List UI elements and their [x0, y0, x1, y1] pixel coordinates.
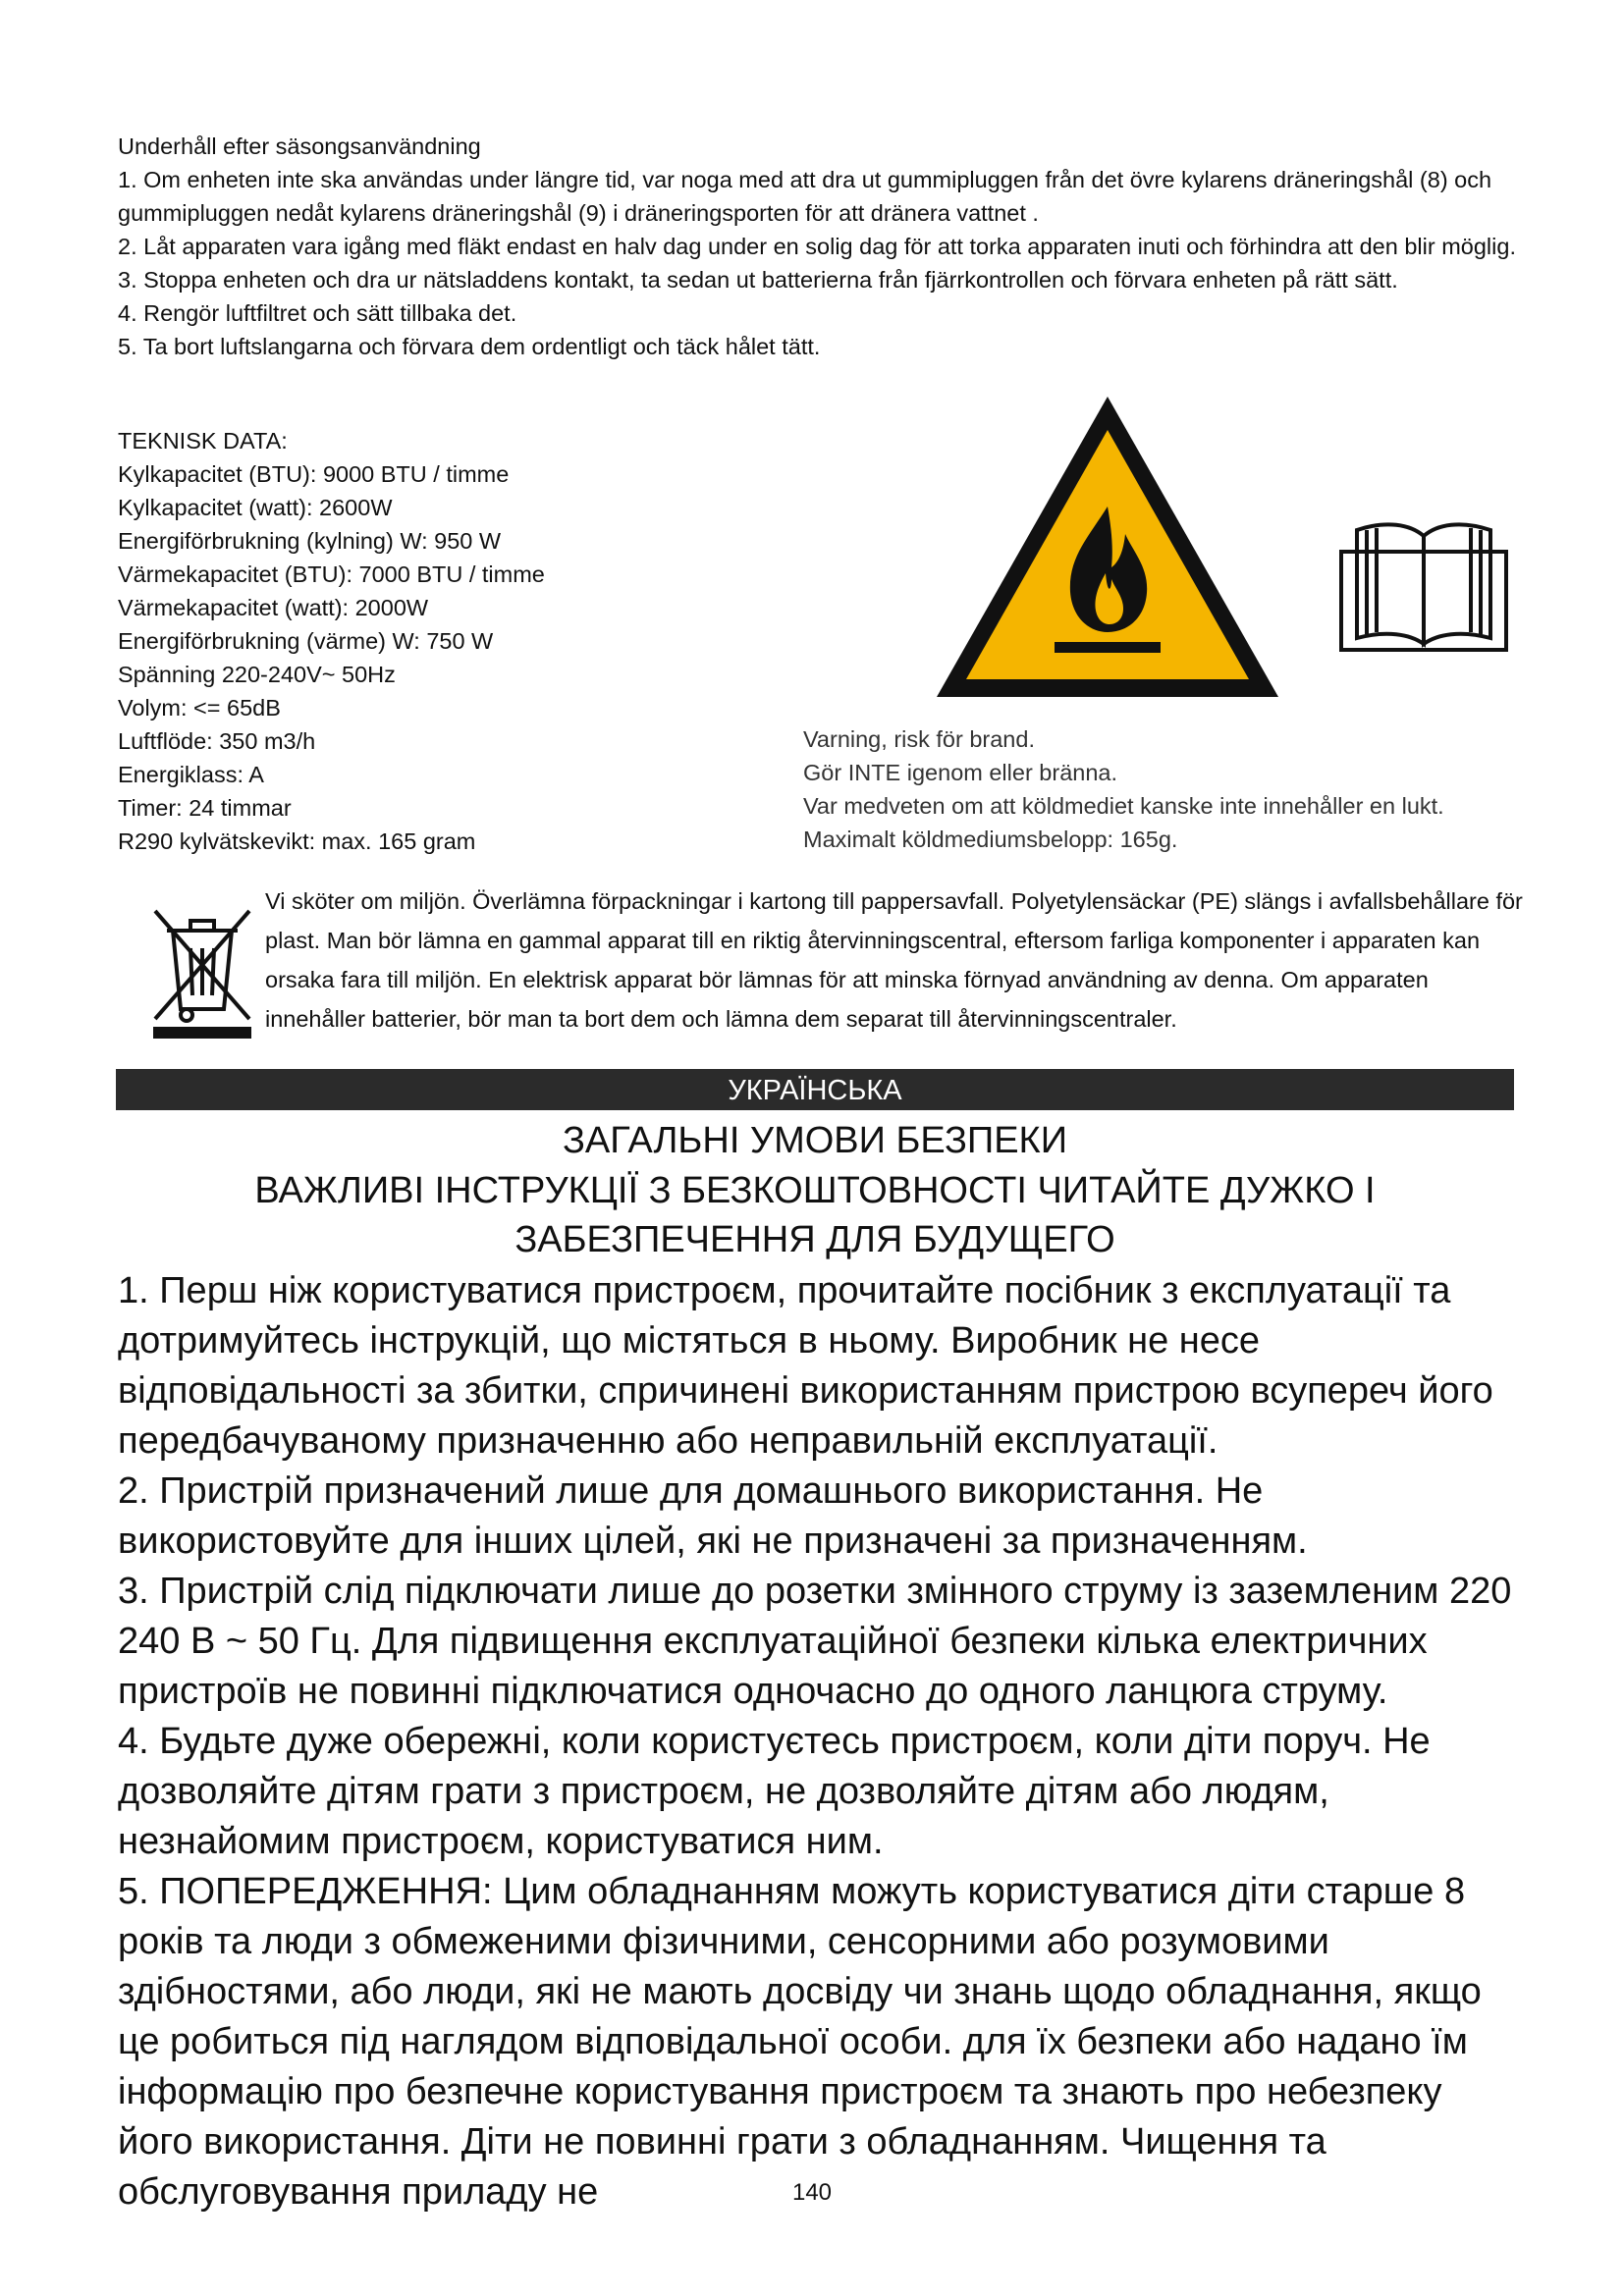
instructions-heading: ВАЖЛИВІ ІНСТРУКЦІЇ З БЕЗКОШТОВНОСТІ ЧИТАЙТЕ ДУЖКО І ЗАБЕЗПЕЧЕННЯ ДЛЯ БУДУЩЕГО	[254, 1170, 1376, 1260]
language-bar: УКРАЇНСЬКА	[116, 1069, 1514, 1110]
tech-line: Timer: 24 timmar	[118, 795, 292, 821]
maintenance-item: 5. Ta bort luftslangarna och förvara dem ordentligt och täck hålet tätt.	[118, 334, 821, 359]
tech-line: Värmekapacitet (BTU): 7000 BTU / timme	[118, 561, 545, 587]
tech-line: Energiklass: A	[118, 762, 264, 787]
instruction-item: 1. Перш ніж користуватися пристроєм, прочитайте посібник з експлуатації та дотримуйтесь інструкцій, що містяться в ньому. Виробник не несе відповідальності за збитки, спричинені використанням пристрою всупереч його передбачуваному призначенню або неправильній експлуатації.	[118, 1270, 1493, 1462]
flammable-warning-icon	[931, 391, 1284, 703]
technical-data	[118, 424, 668, 858]
warning-line: Varning, risk för brand.	[803, 726, 1035, 752]
maintenance-item: 4. Rengör luftfiltret och sätt tillbaka det.	[118, 300, 517, 326]
maintenance-item: 1. Om enheten inte ska användas under längre tid, var noga med att dra ut gummipluggen från det övre kylarens dräneringshål (8) och gummipluggen nedåt kylarens dräneringshål (9) i dräneringsporten för att dränera vattnet .	[118, 167, 1492, 226]
tech-line: Energiförbrukning (kylning) W: 950 W	[118, 528, 502, 554]
tech-line: Volym: <= 65dB	[118, 695, 281, 721]
tech-line: Värmekapacitet (watt): 2000W	[118, 595, 429, 620]
tech-line: Kylkapacitet (BTU): 9000 BTU / timme	[118, 461, 510, 487]
tech-line: Energiförbrukning (värme) W: 750 W	[118, 628, 494, 654]
instruction-item: 5. ПОПЕРЕДЖЕННЯ: Цим обладнанням можуть користуватися діти старше 8 років та люди з обмеженими фізичними, сенсорними або розумовими здібностями, або люди, які не мають досвіду чи знань щодо обладнання, якщо це робиться під наглядом відповідальної особи. для їх безпеки або надано їм інформацію про безпечне користування пристроєм та знають про небезпеку його використання. Діти не повинні грати з обладнанням. Чищення та обслуговування приладу не	[118, 1871, 1482, 2213]
instruction-item: 2. Пристрій призначений лише для домашнього використання. Не використовуйте для інших цілей, які не призначені за призначенням.	[118, 1470, 1308, 1562]
safety-instructions	[118, 1266, 1522, 2217]
warning-line: Var medveten om att köldmediet kanske inte innehåller en lukt.	[803, 793, 1444, 819]
maintenance-item: 2. Låt apparaten vara igång med fläkt endast en halv dag under en solig dag för att torka apparaten inuti och förhindra att den blir möglig.	[118, 234, 1516, 259]
read-manual-icon	[1337, 516, 1510, 654]
safety-heading: ЗАГАЛЬНІ УМОВИ БЕЗПЕКИ	[562, 1120, 1068, 1161]
refrigerant-warning	[803, 722, 1510, 856]
tech-line: Spänning 220-240V~ 50Hz	[118, 662, 396, 687]
page-number: 140	[791, 2179, 833, 2206]
crossed-out-bin-icon	[147, 901, 257, 1041]
maintenance-section	[118, 130, 1522, 363]
tech-line: Luftflöde: 350 m3/h	[118, 728, 316, 754]
tech-line: R290 kylvätskevikt: max. 165 gram	[118, 828, 476, 854]
maintenance-item: 3. Stoppa enheten och dra ur nätsladdens kontakt, ta sedan ut batterierna från fjärrkontrollen och förvara enheten på rätt sätt.	[118, 267, 1398, 293]
tech-title: TEKNISK DATA:	[118, 428, 288, 454]
instruction-item: 3. Пристрій слід підключати лише до розетки змінного струму із заземленим 220 240 В ~ 50 Гц. Для підвищення експлуатаційної безпеки кілька електричних пристроїв не повинні підключатися одночасно до одного ланцюга струму.	[118, 1571, 1512, 1712]
environment-notice: Vi sköter om miljön. Överlämna förpackningar i kartong till pappersavfall. Polyetylensäckar (PE) slängs i avfallsbehållare för plast. Man bör lämna en gammal apparat till en riktig återvinningscentral, eftersom farliga komponenter i apparaten kan orsaka fara till miljön. En elektrisk apparat bör lämnas för att minska förnyad användning av denna. Om apparaten innehåller batterier, bör man ta bort dem och lämna dem separat till återvinningscentraler.	[265, 888, 1523, 1032]
instruction-item: 4. Будьте дуже обережні, коли користуєтесь пристроєм, коли діти поруч. Не дозволяйте дітям грати з пристроєм, не дозволяйте дітям або людям, незнайомим пристроєм, користуватися ним.	[118, 1721, 1431, 1862]
maintenance-title: Underhåll efter säsongsanvändning	[118, 133, 481, 159]
warning-line: Gör INTE igenom eller bränna.	[803, 760, 1118, 785]
tech-line: Kylkapacitet (watt): 2600W	[118, 495, 393, 520]
warning-line: Maximalt köldmediumsbelopp: 165g.	[803, 827, 1178, 852]
